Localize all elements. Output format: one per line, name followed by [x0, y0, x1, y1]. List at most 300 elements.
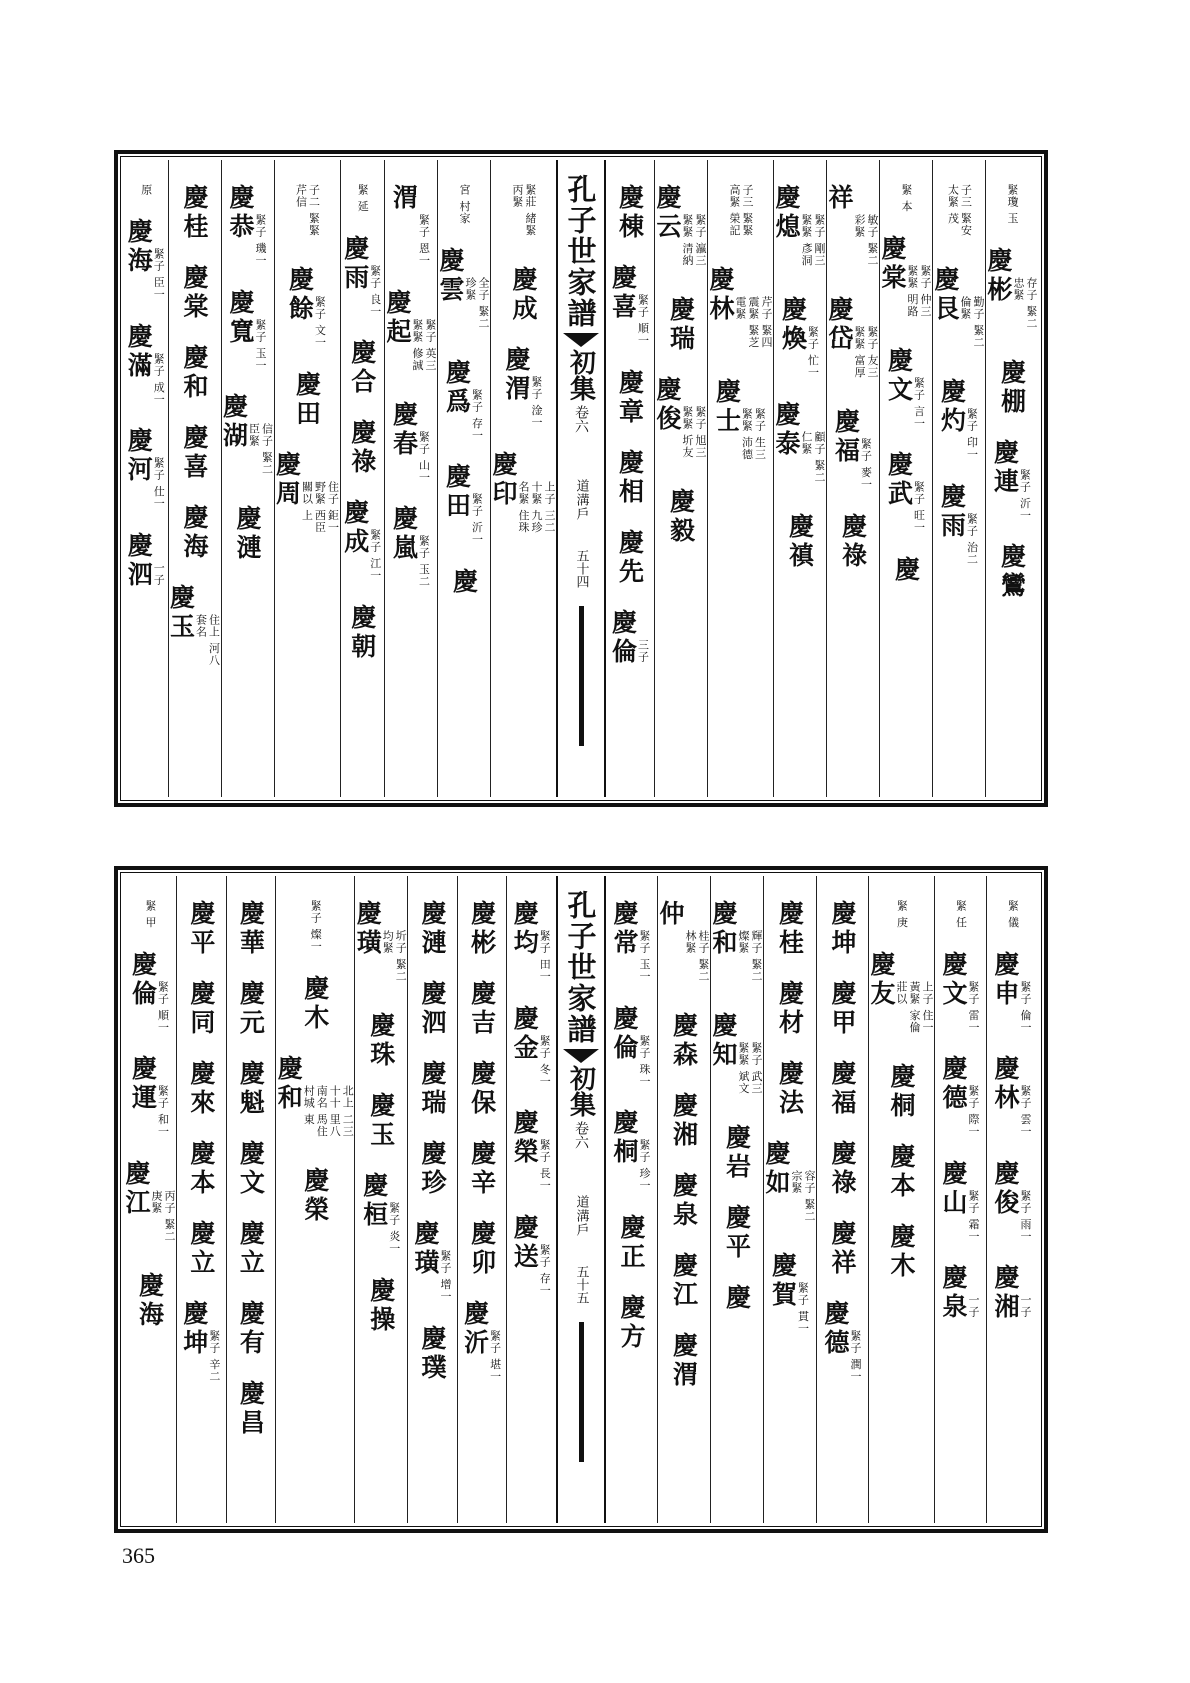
person-entry: [830, 1060, 855, 1118]
person-entry: [946, 184, 973, 244]
lineage-note: 緊子 印一: [965, 408, 979, 461]
person-name: 慶均: [510, 900, 540, 958]
person-name: 慶材: [775, 980, 805, 1038]
genealogy-column: [124, 876, 176, 1523]
lineage-note: 緊子 仲三 緊緊 明路: [906, 264, 932, 317]
person-name: 慶吉: [467, 980, 497, 1038]
person-entry: [827, 184, 879, 274]
genealogy-column: [868, 876, 934, 1523]
genealogy-column: [654, 160, 707, 797]
lineage-note: 緊子 麥一: [859, 438, 873, 491]
person-entry: [236, 900, 266, 958]
person-entry: [941, 951, 980, 1034]
person-entry: [711, 1012, 763, 1102]
lineage-note: 緊子 玉一: [638, 930, 651, 983]
person-name: 慶海: [135, 1271, 165, 1330]
person-entry: [669, 1172, 699, 1230]
person-name: 慶璜: [353, 900, 383, 958]
leaf-number: 五十四: [573, 549, 589, 588]
person-entry: [186, 980, 216, 1038]
person-name: 慶喜: [180, 424, 209, 482]
person-entry: [895, 900, 909, 929]
person-entry: [186, 1220, 216, 1278]
person-entry: [300, 974, 330, 1033]
person-entry: [612, 900, 651, 983]
person-name: 慶棠: [180, 264, 209, 322]
person-entry: [823, 1300, 862, 1383]
lineage-note: 緊 延: [356, 184, 370, 213]
person-name: 慶泗: [124, 531, 154, 590]
lineage-note: 緊子 江一: [368, 529, 382, 582]
lineage-note: 子三 緊緊 高緊 榮記: [728, 184, 754, 237]
person-entry: [467, 900, 497, 958]
person-name: 慶泗: [418, 980, 448, 1038]
person-entry: [442, 463, 484, 546]
person-name: 慶珠: [366, 1012, 396, 1070]
person-name: 慶辛: [467, 1140, 497, 1198]
person-name: 慶艮: [931, 266, 960, 324]
person-name: 慶山: [939, 1159, 968, 1218]
person-entry: [615, 448, 645, 507]
lineage-note: 緊子 恩一: [417, 214, 431, 267]
person-entry: [418, 1324, 448, 1383]
genealogy-column: [879, 160, 932, 797]
person-entry: [467, 1060, 497, 1118]
person-name: 慶河: [124, 427, 154, 485]
person-entry: [937, 482, 979, 566]
page-bottom-panel: [114, 866, 1048, 1533]
person-entry: [186, 1060, 216, 1118]
person-name: 慶常: [610, 900, 639, 958]
genealogy-column: [168, 160, 221, 797]
person-entry: [511, 266, 536, 324]
person-entry: [285, 266, 327, 349]
person-entry: [712, 378, 767, 468]
person-entry: [467, 1140, 497, 1198]
person-entry: [889, 1143, 914, 1201]
person-name: 慶泰: [772, 400, 801, 459]
lineage-note: 緊子 冬一: [538, 1034, 552, 1087]
person-name: 慶林: [706, 266, 735, 324]
person-entry: [775, 980, 805, 1038]
lineage-note: 緊子 際一: [967, 1085, 980, 1138]
person-entry: [722, 1124, 752, 1182]
person-name: 慶周: [272, 450, 302, 509]
person-name: 慶禛: [785, 512, 815, 571]
genealogy-column: [707, 160, 773, 797]
person-entry: [827, 296, 879, 386]
genealogy-column: [221, 160, 274, 797]
person-name: 慶棟: [615, 184, 645, 242]
person-entry: [228, 289, 267, 372]
person-name: 仲: [656, 900, 685, 929]
person-name: 慶泉: [669, 1172, 699, 1230]
person-name: 慶漣: [418, 900, 448, 958]
person-name: 慶和: [709, 900, 738, 958]
person-entry: [993, 1160, 1032, 1243]
person-name: 慶海: [124, 218, 154, 276]
person-name: 慶江: [669, 1252, 699, 1310]
lineage-note: 桂子 緊二 林緊: [684, 930, 710, 983]
person-entry: [504, 346, 543, 429]
person-name: 慶: [449, 567, 479, 597]
person-entry: [340, 499, 382, 582]
person-name: 慶平: [722, 1204, 752, 1262]
person-entry: [993, 1055, 1032, 1138]
person-entry: [612, 1109, 651, 1192]
person-name: 慶本: [887, 1142, 916, 1201]
lineage-note: 緊子 雷一: [967, 980, 980, 1033]
person-entry: [418, 900, 448, 958]
genealogy-column: [124, 160, 168, 797]
person-entry: [449, 567, 479, 597]
person-entry: [722, 1284, 752, 1313]
lineage-note: 住上 河八 套名: [194, 614, 221, 667]
person-entry: [236, 1220, 266, 1278]
person-entry: [775, 1060, 805, 1118]
person-entry: [143, 900, 157, 929]
person-name: 慶云: [653, 184, 682, 242]
person-entry: [467, 980, 497, 1038]
person-name: 慶金: [510, 1004, 540, 1063]
person-name: 慶玉: [366, 1092, 396, 1150]
lineage-note: 緊子 言一: [912, 376, 926, 429]
person-name: 慶熄: [772, 184, 801, 242]
person-name: 慶方: [617, 1293, 646, 1352]
person-name: 慶湘: [669, 1092, 699, 1150]
genealogy-column: [657, 876, 710, 1523]
person-name: 慶朝: [347, 603, 377, 662]
person-name: 慶鸞: [997, 543, 1027, 601]
person-name: 慶魁: [236, 1060, 266, 1118]
person-name: 慶岩: [722, 1124, 752, 1182]
person-entry: [993, 951, 1032, 1034]
person-entry: [608, 264, 650, 347]
person-name: 慶田: [442, 463, 472, 521]
person-name: 慶士: [712, 378, 742, 436]
lineage-note: 勤子 緊二 倫緊: [959, 296, 985, 349]
person-entry: [669, 1092, 699, 1150]
lineage-note: 三子: [636, 638, 650, 663]
lineage-note: 輝子 緊二 燦緊: [737, 930, 763, 983]
person-name: 慶卯: [467, 1220, 497, 1278]
person-entry: [300, 1166, 330, 1225]
left-half: [124, 876, 556, 1523]
person-entry: [182, 424, 207, 482]
person-name: 慶瑞: [666, 296, 696, 354]
lineage-note: 緊子 珍一: [638, 1139, 651, 1192]
person-name: 慶同: [186, 980, 216, 1038]
center-spine: [556, 160, 606, 797]
person-entry: [937, 378, 979, 461]
person-name: 慶合: [347, 339, 377, 397]
person-entry: [294, 184, 321, 244]
book-title: 孔子世家譜: [563, 174, 598, 329]
genealogy-column: [763, 876, 816, 1523]
genealogy-column: [275, 876, 354, 1523]
volume-label: 卷六: [573, 405, 589, 433]
person-name: 慶送: [510, 1213, 540, 1272]
person-name: 慶賀: [768, 1252, 798, 1310]
person-entry: [615, 368, 645, 427]
person-entry: [708, 266, 773, 356]
person-name: 慶文: [939, 950, 968, 1009]
lineage-note: 緊子 增一: [439, 1250, 453, 1303]
person-name: 慶昌: [236, 1380, 266, 1438]
person-entry: [366, 1276, 396, 1335]
person-entry: [438, 247, 490, 337]
person-entry: [135, 1271, 165, 1330]
person-entry: [933, 266, 985, 356]
person-entry: [830, 1220, 855, 1278]
person-entry: [235, 505, 260, 563]
lineage-note: 緊子 燦一: [309, 900, 323, 953]
person-name: 慶知: [709, 1012, 738, 1070]
lineage-note: 住子 鉅一 野緊 西臣 關以 上: [300, 480, 340, 533]
person-name: 慶文: [884, 346, 914, 405]
person-name: 慶立: [236, 1220, 266, 1278]
person-name: 慶珍: [418, 1140, 448, 1198]
genealogy-column: [934, 876, 986, 1523]
book-subtitle: 初集: [565, 349, 596, 401]
lineage-note: 緊子 潤一: [849, 1330, 862, 1383]
person-name: 慶湖: [219, 393, 249, 451]
book-title: 孔子世家譜: [563, 890, 598, 1045]
person-entry: [941, 1055, 980, 1138]
lineage-note: 緊莊 緒緊 丙緊: [511, 184, 537, 237]
person-name: 慶祥: [828, 1220, 857, 1278]
lineage-note: 緊子 武三 緊緊 斌文: [737, 1042, 763, 1095]
person-entry: [124, 1160, 176, 1250]
person-entry: [389, 184, 431, 267]
person-name: 慶沂: [460, 1300, 490, 1358]
lineage-note: 緊子 剛三 緊緊 彥洞: [800, 214, 826, 267]
lineage-note: 緊子 堪一: [488, 1330, 502, 1383]
person-entry: [830, 900, 855, 958]
lineage-note: 緊子 生三 緊緊 沛德: [740, 408, 767, 461]
person-name: 慶毅: [666, 488, 696, 546]
lineage-note: 緊 本: [900, 184, 913, 213]
person-name: 慶木: [300, 974, 330, 1033]
person-entry: [292, 370, 322, 429]
person-name: 渭: [389, 184, 419, 213]
person-name: 慶福: [831, 408, 861, 466]
person-entry: [880, 235, 932, 325]
person-entry: [418, 980, 448, 1038]
person-entry: [889, 1223, 914, 1281]
person-entry: [236, 1300, 266, 1358]
lineage-note: 緊子 旺一: [912, 481, 926, 534]
genealogy-column: [986, 876, 1038, 1523]
lineage-note: 緊子 臣一: [152, 248, 166, 301]
lineage-note: 原: [139, 184, 153, 196]
lineage-note: 顧子 緊二 仁緊: [800, 430, 826, 483]
person-name: 慶泉: [939, 1264, 968, 1322]
person-name: 慶元: [236, 980, 266, 1038]
leaf-number: 五十五: [573, 1265, 589, 1304]
person-name: 慶保: [467, 1060, 497, 1118]
person-entry: [986, 247, 1038, 337]
genealogy-column: [407, 876, 457, 1523]
person-name: 祥: [825, 184, 854, 213]
right-half: [606, 160, 1038, 797]
spine-bar: [579, 1322, 584, 1462]
person-name: 慶德: [821, 1300, 850, 1358]
person-name: 慶先: [615, 528, 645, 587]
person-name: 慶田: [292, 370, 322, 429]
person-name: 慶雨: [937, 482, 967, 541]
person-entry: [619, 1214, 644, 1272]
person-entry: [669, 1252, 699, 1310]
genealogy-column: [506, 876, 556, 1523]
lineage-note: 緊子 和一: [156, 1085, 170, 1138]
person-entry: [389, 505, 431, 588]
person-name: 慶運: [128, 1055, 158, 1113]
lineage-note: 信子 緊二 臣緊: [247, 423, 274, 476]
person-entry: [166, 584, 221, 674]
lineage-note: 一子: [152, 561, 166, 586]
person-name: 慶來: [186, 1060, 216, 1118]
person-name: 慶寬: [226, 288, 255, 347]
person-entry: [658, 900, 710, 990]
person-name: 慶渭: [669, 1332, 699, 1390]
person-entry: [340, 234, 382, 318]
person-entry: [347, 603, 377, 662]
person-entry: [666, 488, 696, 546]
person-entry: [128, 1055, 170, 1138]
person-entry: [182, 184, 207, 242]
person-name: 慶俊: [653, 376, 682, 434]
person-name: 慶湘: [991, 1264, 1020, 1322]
person-name: 慶璜: [411, 1220, 441, 1278]
person-name: 慶玉: [166, 584, 196, 642]
person-name: 慶桐: [610, 1109, 639, 1167]
person-entry: [460, 1300, 502, 1383]
person-name: 慶渭: [502, 346, 531, 404]
person-entry: [126, 427, 165, 510]
person-name: 慶桐: [887, 1062, 916, 1121]
genealogy-column: [384, 160, 437, 797]
person-name: 慶春: [389, 400, 419, 459]
person-name: 慶恭: [226, 184, 255, 242]
person-entry: [389, 400, 431, 484]
person-name: 慶璞: [418, 1324, 448, 1383]
lineage-note: 緊子 治二: [965, 512, 979, 565]
person-name: 慶倫: [608, 608, 638, 667]
person-entry: [997, 543, 1027, 601]
lineage-note: 緊子 良一: [368, 264, 382, 317]
person-entry: [655, 184, 707, 274]
person-entry: [831, 408, 873, 491]
person-name: 慶岱: [825, 296, 854, 354]
person-entry: [608, 608, 650, 667]
genealogy-column: [606, 160, 654, 797]
lineage-note: 緊子 倫一: [1019, 980, 1032, 1033]
book-subtitle: 初集: [565, 1065, 596, 1117]
person-name: 慶平: [186, 900, 216, 958]
lineage-note: 緊子 珠一: [638, 1034, 651, 1087]
person-entry: [778, 296, 820, 379]
person-name: 慶林: [991, 1055, 1020, 1113]
lineage-note: 緊 庚: [895, 900, 909, 929]
person-name: 慶正: [617, 1213, 646, 1272]
lineage-note: 緊 任: [954, 900, 968, 929]
lineage-note: 緊子 沂一: [470, 493, 484, 546]
lineage-note: 緊子 貫一: [796, 1282, 810, 1335]
person-entry: [838, 512, 868, 571]
person-name: 慶漣: [233, 505, 262, 563]
person-name: 慶文: [236, 1140, 266, 1198]
lineage-note: 緊子 忙一: [806, 326, 820, 379]
person-entry: [774, 184, 826, 274]
lineage-note: 緊 甲: [144, 900, 158, 929]
person-entry: [1005, 184, 1019, 225]
genealogy-column: [457, 876, 507, 1523]
person-name: 慶煥: [778, 296, 808, 354]
person-entry: [941, 1264, 980, 1322]
publisher-label: 道溝戶: [573, 1195, 589, 1237]
person-name: 慶俊: [991, 1159, 1020, 1218]
person-entry: [347, 419, 377, 477]
person-entry: [457, 184, 471, 225]
person-name: 慶坤: [179, 1300, 209, 1358]
person-name: 慶相: [615, 448, 645, 507]
person-entry: [997, 358, 1027, 417]
person-entry: [126, 532, 165, 590]
person-name: 慶瑞: [418, 1060, 448, 1118]
person-entry: [179, 1300, 221, 1383]
lineage-note: 緊子 順一: [636, 294, 650, 347]
person-entry: [764, 1140, 816, 1230]
lineage-note: 圻子 緊二 均緊: [381, 930, 408, 983]
person-name: 慶甲: [828, 980, 857, 1038]
lineage-note: 緊子 雲一: [1019, 1085, 1032, 1138]
person-entry: [884, 346, 926, 430]
genealogy-column: [816, 876, 868, 1523]
person-entry: [126, 323, 165, 406]
person-entry: [512, 1005, 551, 1088]
person-name: 慶喜: [608, 264, 638, 322]
spine-bar: [579, 606, 584, 746]
person-name: 慶華: [236, 900, 266, 958]
person-name: 慶雲: [436, 246, 465, 305]
person-name: 慶: [891, 555, 921, 585]
lineage-note: 子三 緊安 太緊 茂: [946, 184, 973, 237]
lineage-note: 緊子 仕一: [152, 457, 166, 510]
person-name: 慶榮: [300, 1166, 330, 1225]
genealogy-columns-bottom: [124, 876, 1038, 1523]
person-entry: [619, 1294, 644, 1352]
person-entry: [366, 1092, 396, 1150]
person-entry: [666, 296, 696, 354]
person-name: 慶彬: [467, 900, 497, 958]
person-entry: [774, 401, 826, 491]
lineage-note: 緊子 成一: [152, 352, 166, 405]
lineage-note: 丙子 緊二 庚緊: [150, 1189, 177, 1242]
person-entry: [711, 900, 763, 990]
person-entry: [442, 358, 484, 442]
person-name: 慶德: [939, 1055, 968, 1113]
lineage-note: 容子 緊二 宗緊: [790, 1170, 816, 1223]
person-name: 慶嵐: [389, 505, 419, 563]
person-entry: [182, 344, 207, 402]
person-entry: [385, 289, 437, 379]
lineage-note: 緊子 山一: [417, 430, 431, 483]
person-entry: [512, 1214, 551, 1297]
lineage-note: 上子 住一 黃緊 家倫 莊以: [895, 980, 934, 1033]
lineage-note: 緊瓊 玉: [1006, 184, 1019, 225]
person-name: 慶餘: [285, 266, 315, 324]
